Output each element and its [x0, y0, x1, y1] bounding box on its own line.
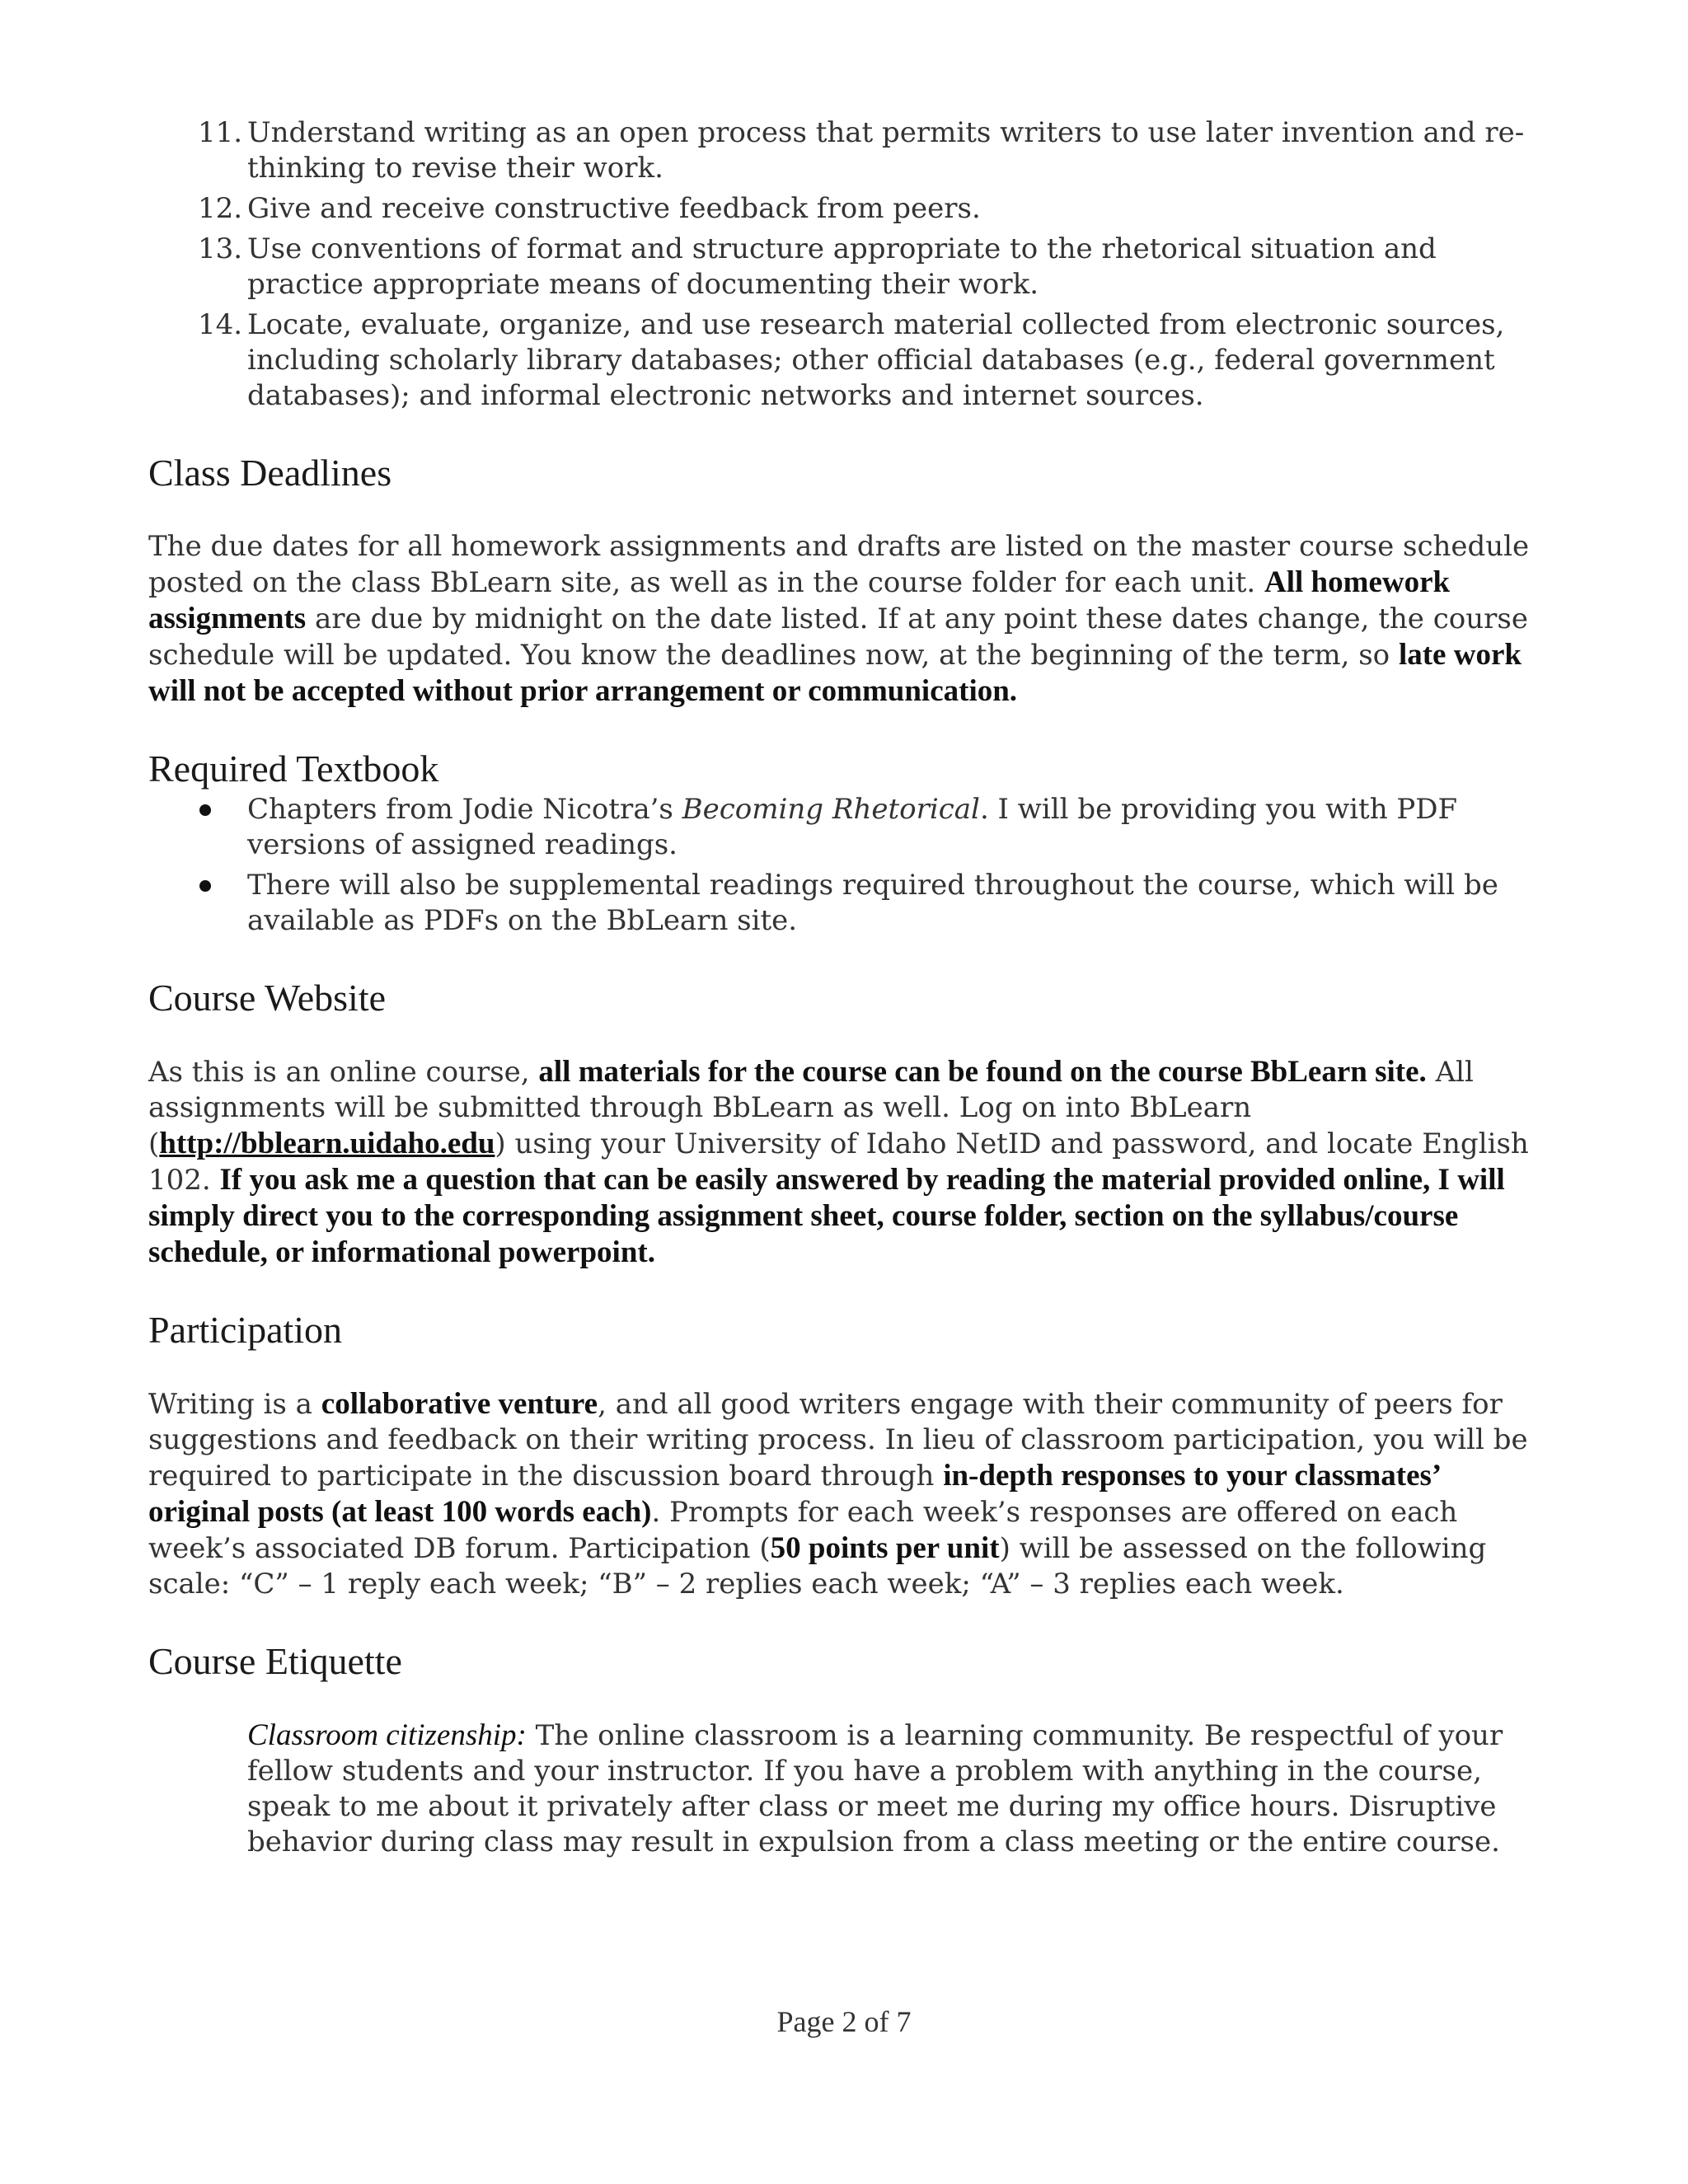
section-heading: Required Textbook — [148, 748, 439, 790]
list-item — [148, 868, 1533, 939]
participation-paragraph — [148, 1386, 1533, 1602]
list-item-text: Locate, evaluate, organize, and use research material collected from electronic sources, including scholarly library databases; other official databases (e.g., federal government databases); and informal electronic networks and internet sources. — [247, 308, 1505, 412]
learning-outcomes-list — [148, 115, 1533, 414]
section-heading: Course Website — [148, 977, 387, 1019]
text: As this is an online course, — [148, 1056, 539, 1089]
etiquette-paragraph — [148, 1718, 1533, 1860]
text: ) using your University of Idaho NetID and password, and locate English 102. — [148, 1127, 1529, 1197]
list-item — [148, 115, 1533, 186]
page-number-footer: Page 2 of 7 — [776, 2005, 912, 2038]
bullet-icon — [199, 804, 211, 816]
text: . I will be providing you with PDF versions of assigned readings. — [247, 793, 1458, 861]
section-heading: Participation — [148, 1309, 343, 1351]
website-paragraph — [148, 1054, 1533, 1271]
list-item — [148, 191, 1533, 227]
list-item-text: Use conventions of format and structure appropriate to the rhetorical situation and practice appropriate means of documenting their work. — [247, 232, 1437, 301]
emphasis-text: late work will not be accepted without prior arrangement or communication. — [148, 638, 1522, 708]
text: ) will be assessed on the following scale: “C” – 1 reply each week; “B” – 2 replies each week; “A” – 3 replies each week. — [148, 1532, 1487, 1601]
syllabus-page — [148, 115, 1533, 1860]
bblearn-link[interactable]: http://bblearn.uidaho.edu — [159, 1127, 495, 1160]
list-number: 12. — [198, 192, 243, 225]
text: . Prompts for each week’s responses are offered on each week’s associated DB forum. Participation ( — [148, 1496, 1458, 1565]
list-number: 11. — [198, 116, 243, 149]
emphasis-text: in-depth responses to your classmates’ original posts (at least 100 words each) — [148, 1459, 1440, 1529]
etiquette-label: Classroom citizenship: — [247, 1718, 527, 1752]
text: There will also be supplemental readings required throughout the course, which will be available as PDFs on the BbLearn site. — [247, 869, 1498, 937]
text: are due by midnight on the date listed. If at any point these dates change, the course schedule will be updated. You know the deadlines now, at the beginning of the term, so — [148, 602, 1528, 672]
list-item — [148, 307, 1533, 414]
text: , and all good writers engage with their community of peers for suggestions and feedback on their writing process. In lieu of classroom participation, you will be required to participate in the discussion board through — [148, 1388, 1528, 1493]
textbook-list — [148, 792, 1533, 939]
emphasis-text: all materials for the course can be found on the course BbLearn site. — [538, 1055, 1427, 1089]
text: Chapters from Jodie Nicotra’s — [247, 793, 682, 826]
list-item — [148, 792, 1533, 863]
emphasis-text: collaborative venture — [321, 1387, 598, 1421]
course-website-section — [148, 975, 1533, 1271]
text: Writing is a — [148, 1388, 321, 1421]
text: The online classroom is a learning community. Be respectful of your fellow students and your instructor. If you have a problem with anything in the course, speak to me about it privately after class or meet me during my office hours. Disruptive behavior during class may result in expulsion from a class meeting or the entire course. — [247, 1719, 1503, 1858]
course-etiquette-section — [148, 1638, 1533, 1860]
emphasis-text: 50 points per unit — [770, 1531, 1000, 1565]
class-deadlines-section — [148, 450, 1533, 710]
required-textbook-section — [148, 746, 1533, 939]
emphasis-text: All homework assignments — [148, 565, 1451, 635]
bullet-icon — [199, 880, 211, 892]
list-item — [148, 232, 1533, 302]
text: All assignments will be submitted through BbLearn as well. Log on into BbLearn ( — [148, 1056, 1474, 1160]
book-title: Becoming Rhetorical — [682, 793, 980, 826]
section-heading: Course Etiquette — [148, 1640, 402, 1682]
list-item-text: Give and receive constructive feedback from peers. — [247, 192, 981, 225]
deadlines-paragraph — [148, 529, 1533, 710]
list-item-text: Understand writing as an open process that permits writers to use later invention and re-thinking to revise their work. — [247, 116, 1525, 185]
section-heading: Class Deadlines — [148, 452, 392, 494]
list-number: 14. — [198, 308, 243, 341]
emphasis-text: If you ask me a question that can be easily answered by reading the material provided online, I will simply direct you to the corresponding assignment sheet, course folder, section on the syllabus/course schedule, or informational powerpoint. — [148, 1163, 1505, 1269]
participation-section — [148, 1307, 1533, 1602]
list-number: 13. — [198, 232, 243, 265]
text: The due dates for all homework assignments and drafts are listed on the master course schedule posted on the class BbLearn site, as well as in the course folder for each unit. — [148, 530, 1530, 599]
